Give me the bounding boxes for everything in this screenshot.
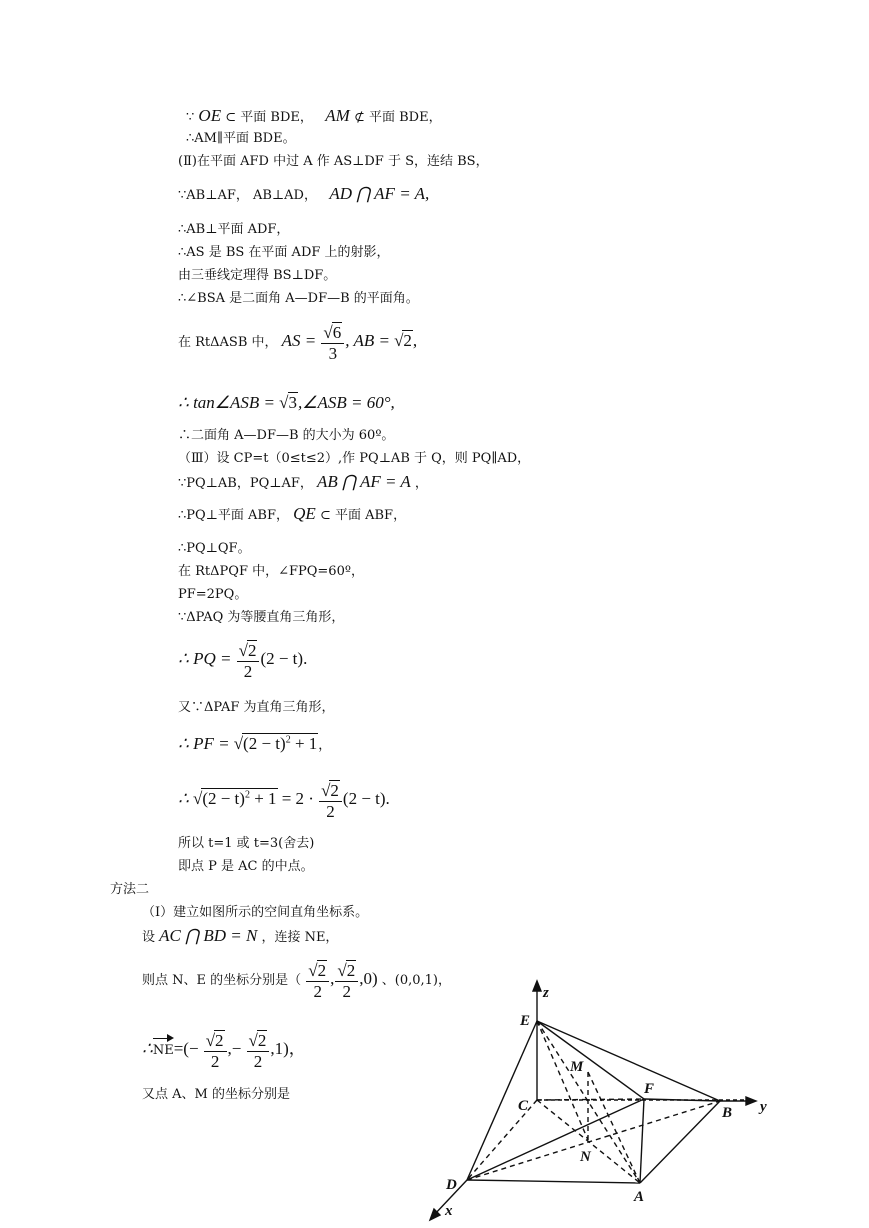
line-oe-in-plane [186, 106, 442, 126]
label-d: D [446, 1177, 457, 1193]
line-right-triangle-paf: 又∵ΔPAF 为直角三角形， [178, 700, 335, 715]
math: ∴ PQ = [178, 649, 232, 669]
line-equation: ∴ $√(2 - t)^2 + 1 = 2$ · $\frac{√2}{2}$ (2 − t). [178, 781, 390, 821]
label-c: C [518, 1098, 529, 1114]
label-m: M [570, 1059, 584, 1075]
line-midpoint: 即点 P 是 AC 的中点。 [178, 859, 314, 874]
label-y: y [760, 1099, 767, 1115]
line-a-m-coords: 又点 A、M 的坐标分别是 [142, 1087, 290, 1102]
line-dihedral-60: ∴二面角 A—DF—B 的大小为 60º。 [178, 428, 395, 443]
heading-method-two: 方法二 [110, 882, 150, 897]
text: ⊄ 平面 BDE， [353, 110, 442, 125]
edge-df [467, 1099, 644, 1180]
math: ∴ PF = [178, 734, 230, 753]
edge-ab [640, 1101, 720, 1183]
line-coordinate-system: （Ⅰ）建立如图所示的空间直角坐标系。 [142, 905, 369, 920]
text: 、(0,0,1)， [381, 973, 452, 989]
line-vector-ne: ∴NE=(− $\frac{√2}{2}$ ,− $\frac{√2}{2}$ ,1)， [142, 1031, 306, 1071]
math-ab-cap-af: AB ⋂ AF = A [317, 472, 411, 491]
line-pf-2pq: PF=2PQ。 [178, 587, 248, 602]
line-projection: ∴AS 是 BS 在平面 ADF 上的射影， [178, 245, 390, 260]
math-am: AM [325, 106, 350, 125]
text: ⊂ 平面 ABF， [319, 508, 407, 523]
line-isosceles: ∵ΔPAQ 为等腰直角三角形， [178, 610, 345, 625]
label-a: A [634, 1189, 645, 1205]
fraction-sqrt2-over-2: $\frac{√2}{2}$ [319, 780, 342, 821]
line-am-parallel: ∴AM∥平面 BDE。 [186, 131, 296, 146]
fraction-sqrt6-over-3: $\frac{√6}{3}$ [321, 322, 344, 363]
line-tan-asb: ∴ tan∠ASB = √3,∠ASB = 60°, [178, 393, 395, 412]
line-set-n [142, 926, 338, 946]
label-z: z [543, 985, 549, 1001]
text: ， [414, 476, 428, 491]
text: ，连接 NE， [261, 930, 339, 945]
math-ad-cap-af: AD ⋂ AF = A, [329, 184, 430, 203]
line-ab-perp [178, 184, 429, 204]
line-three-perp: 由三垂线定理得 BS⊥DF。 [178, 268, 337, 283]
label-f: F [644, 1081, 655, 1097]
line-rt-pqf: 在 RtΔPQF 中，∠FPQ=60º， [178, 564, 364, 579]
label-e: E [520, 1013, 531, 1029]
line-pq-perp-plane [178, 504, 406, 524]
line-pq-perp-qf: ∴PQ⊥QF。 [178, 541, 251, 556]
vector-ne: NE [152, 1043, 174, 1059]
label-n: N [580, 1149, 591, 1165]
math: (2 − t). [260, 649, 308, 669]
text: 在 RtΔASB 中， [178, 335, 278, 351]
line-solution-t: 所以 t=1 或 t=3(舍去) [178, 836, 315, 851]
edge-da [467, 1180, 640, 1183]
pyramid-coordinate-figure [420, 975, 780, 1223]
math-oe: OE [198, 106, 222, 125]
text: ∵PQ⊥AB，PQ⊥AF， [178, 476, 313, 491]
text: 设 [142, 930, 156, 945]
math: ,∠ASB = 60°, [298, 393, 395, 412]
label-x: x [445, 1203, 453, 1219]
line-pq-perp [178, 472, 428, 492]
line-part2-intro: (Ⅱ)在平面 AFD 中过 A 作 AS⊥DF 于 S，连结 BS， [178, 154, 489, 169]
text: ⊂ 平面 BDE， [225, 110, 313, 125]
math: AS = [281, 331, 317, 351]
text: ∴PQ⊥平面 ABF， [178, 508, 289, 523]
label-b: B [722, 1105, 733, 1121]
line-n-e-coords: 则点 N、E 的坐标分别是（ $\frac{√2}{2}$ , $\frac{√2}{2}$ ,0) 、(0,0,1)， [142, 961, 452, 1001]
line-ab-perp-plane: ∴AB⊥平面 ADF， [178, 222, 290, 237]
edge-af [640, 1099, 644, 1183]
text: ∵AB⊥AF， AB⊥AD， [178, 188, 317, 203]
line-plane-angle: ∴∠BSA 是二面角 A—DF—B 的平面角。 [178, 291, 419, 306]
math: ∴ [178, 789, 189, 809]
text: 则点 N、E 的坐标分别是（ [142, 973, 302, 989]
because-symbol: ∵ [186, 110, 195, 125]
math-qe: QE [293, 504, 316, 523]
y-axis-arrow [746, 1097, 756, 1105]
line-pq-value [178, 640, 307, 681]
line-rt-asb: 在 RtΔASB 中， AS = $\frac{√6}{3}$ , AB = √2, [178, 323, 418, 363]
math: ∴ tan∠ASB = [178, 393, 276, 412]
edge-eb [537, 1021, 720, 1101]
z-axis-arrow [533, 981, 541, 991]
math-ac-cap-bd: AC ⋂ BD = N [159, 926, 258, 945]
fraction-sqrt2-over-2: $\frac{√2}{2}$ [237, 640, 260, 681]
line-pf-value: ∴ PF = $√(2 - t)^2 + 1$， [178, 734, 332, 753]
edge-ma [588, 1072, 640, 1183]
math: , AB = [345, 331, 390, 351]
line-part3-intro: （Ⅲ）设 CP=t（0≤t≤2）,作 PQ⊥AB 于 Q，则 PQ∥AD， [178, 451, 531, 466]
